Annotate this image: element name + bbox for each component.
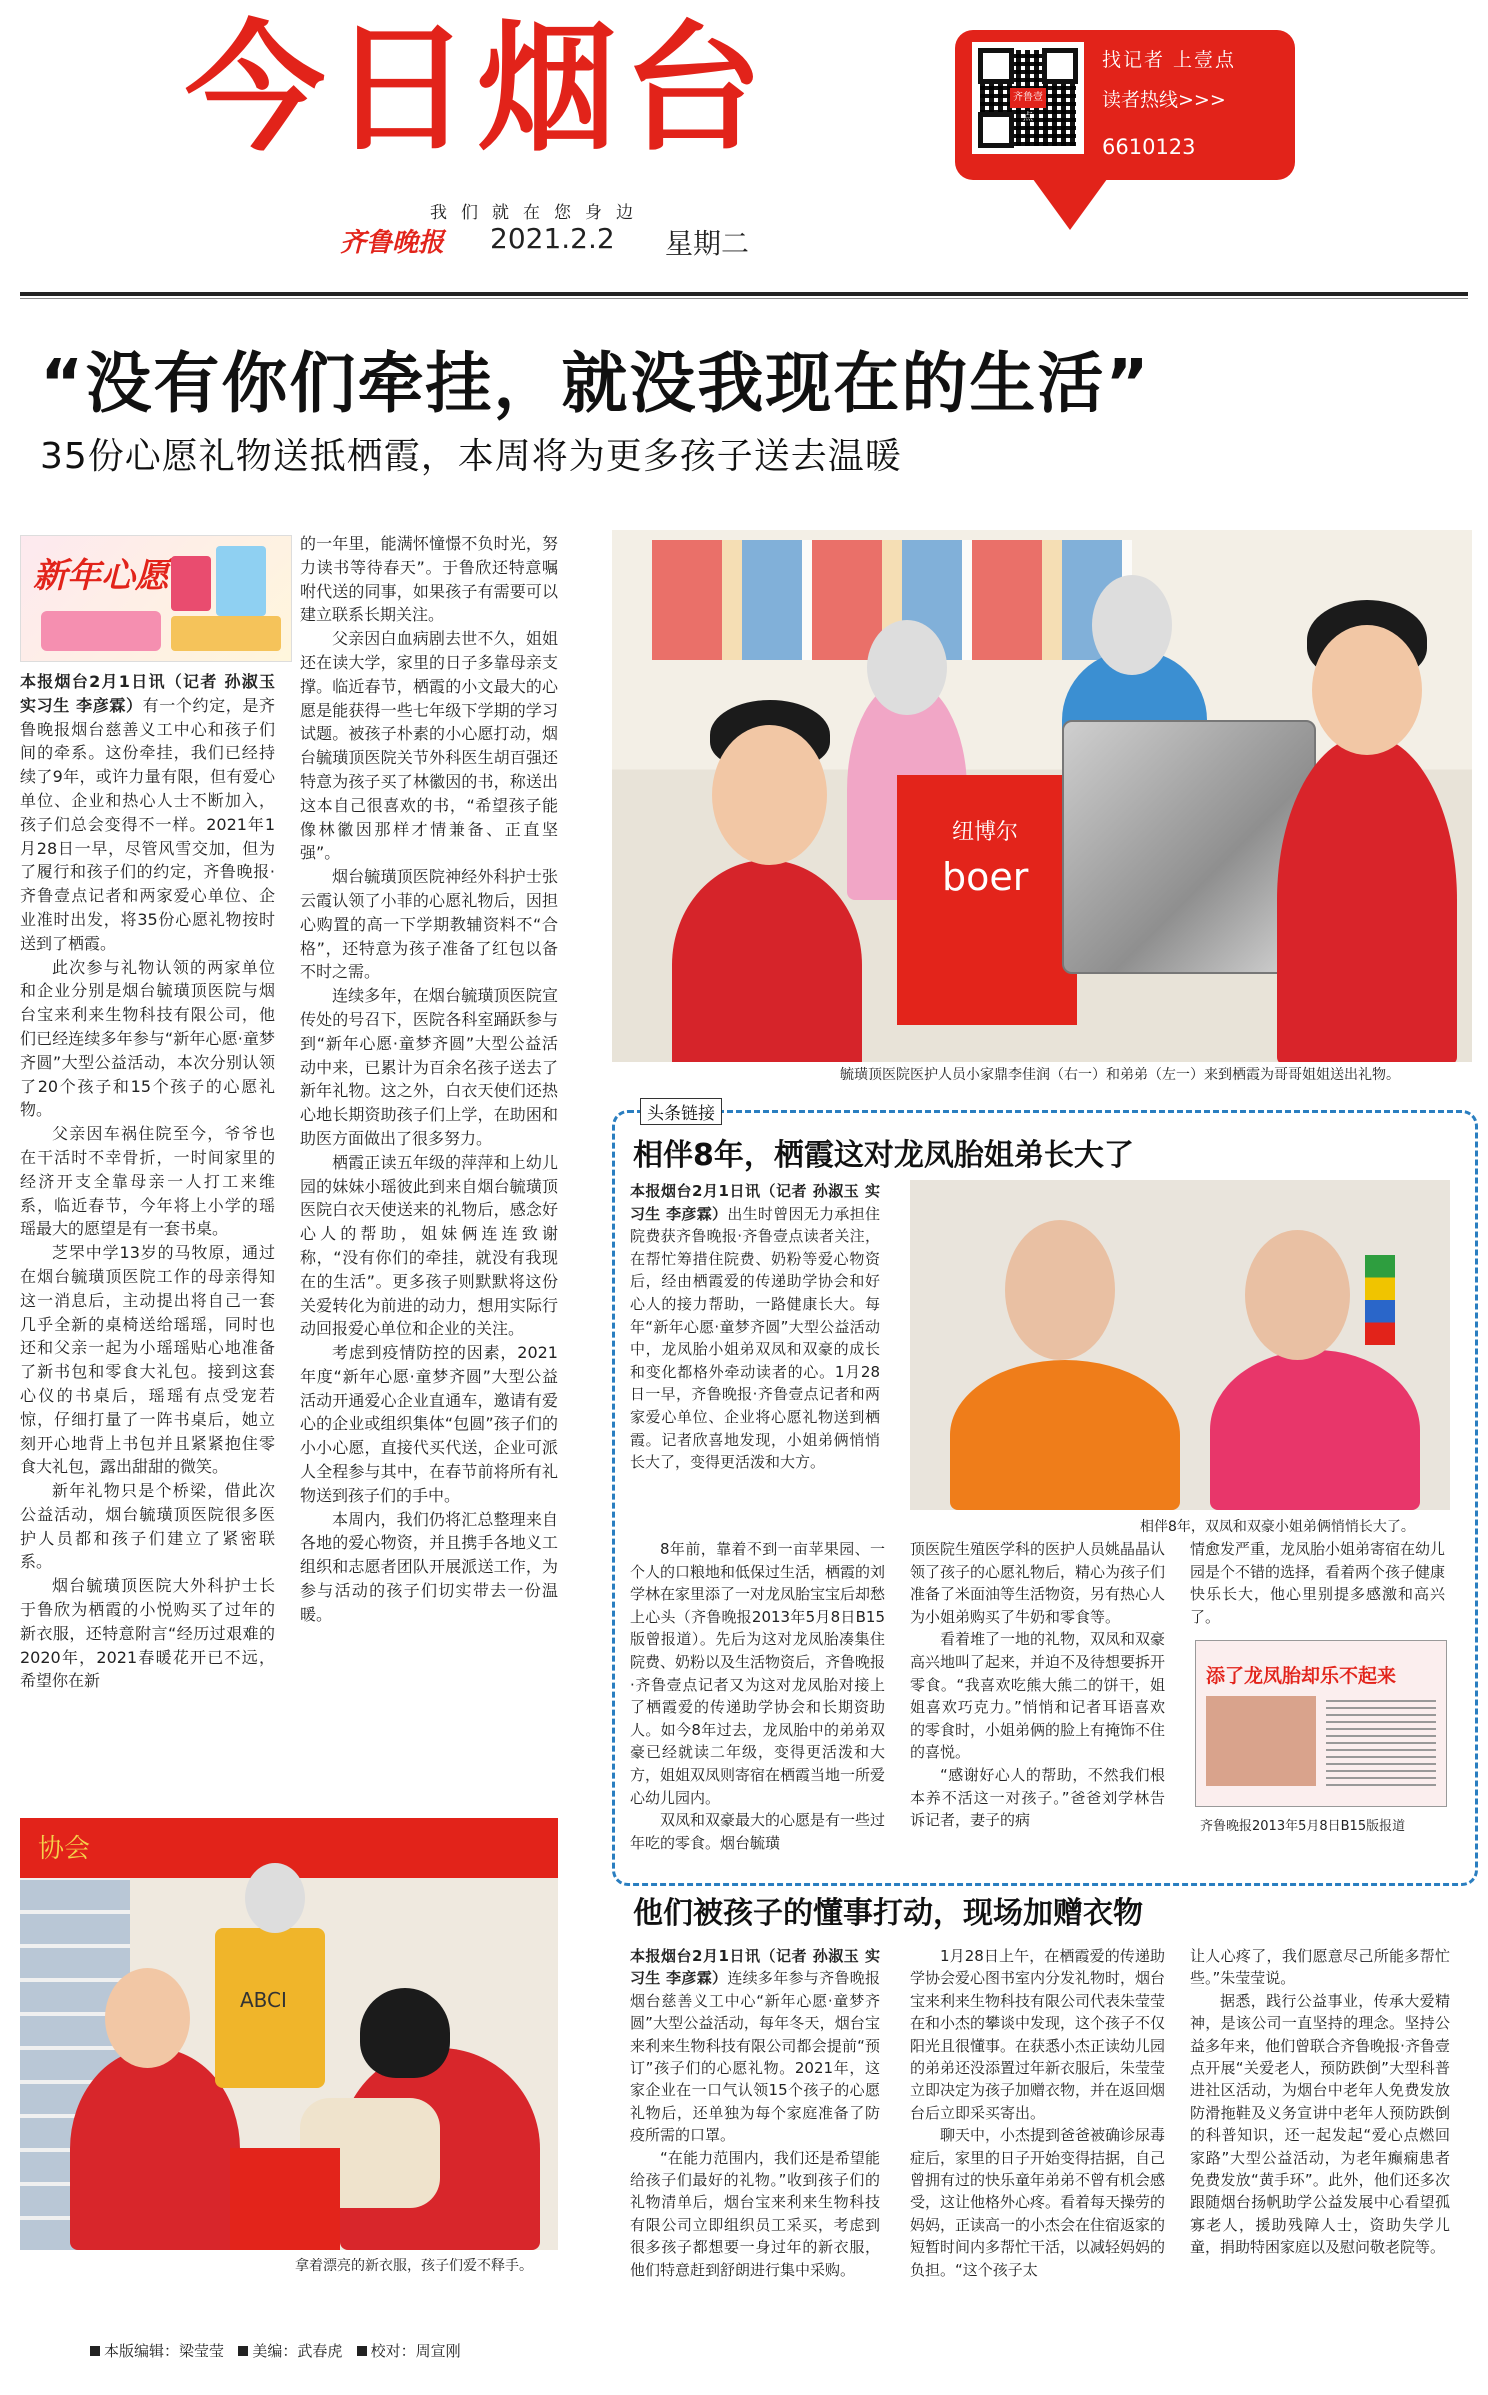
- blurred-face: [245, 1863, 305, 1933]
- sub-headline: 35份心愿礼物送抵栖霞，本周将为更多孩子送去温暖: [40, 436, 902, 477]
- sidebar-col-top: [630, 1180, 880, 1474]
- sweater-text: ABCI: [240, 1988, 287, 2012]
- child-figure: [1210, 1350, 1420, 1510]
- red-gift-bag: [897, 775, 1077, 1025]
- photo-twins: [910, 1180, 1450, 1510]
- paragraph: 有一个约定，是齐鲁晚报烟台慈善义工中心和孩子们间的牵系。这份牵挂，我们已经持续了9年，或许力量有限，但有爱心单位、企业和热心人士不断加入，孩子们总会变得不一样。2021年1月28日一早，尽管风雪交加，但为了履行和孩子们的约定，齐鲁晚报·齐鲁壹点记者和两家爱心单位、企业准时出发，将35份心愿礼物按时送到了栖霞。: [20, 695, 275, 953]
- sidebar-lead: 本报烟台2月1日讯（记者 孙淑玉 实习生 李彦霖）: [630, 1182, 880, 1223]
- clipping-text-lines: [1326, 1696, 1436, 1786]
- photo-children-gifts: [612, 530, 1472, 1062]
- archive-clipping: [1195, 1640, 1447, 1807]
- header-rule-thin: [20, 298, 1468, 299]
- paragraph: 连续多年参与齐鲁晚报烟台慈善义工中心“新年心愿·童梦齐圆”大型公益活动，每年冬天，烟台宝来利来生物科技有限公司都会提前“预订”孩子们的心愿礼物。2021年，这家企业在一口气认领15个孩子的心愿礼物后，还单独为每个家庭准备了防疫所需的口罩。: [630, 1969, 880, 2145]
- qr-code[interactable]: [972, 42, 1084, 154]
- find-reporter-text: 找记者 上壹点: [1102, 49, 1237, 71]
- story3-col-a: [630, 1945, 880, 2281]
- paragraph: 据悉，践行公益事业，传承大爱精神，是该公司一直坚持的理念。坚持公益多年来，他们曾联合齐鲁晚报·齐鲁壹点开展“关爱老人，预防跌倒”大型科普进社区活动，为烟台中老年人免费发放防滑拖鞋及义务宣讲中老年人预防跌倒的科普知识，还一起发起“爱心点燃回家路”大型公益活动，为老年癫痫患者免费发放“黄手环”。此外，他们还多次跟随烟台扬帆助学公益发展中心看望孤寡老人，援助残障人士，资助失学儿童，捐助特困家庭以及慰问敬老院等。: [1190, 1991, 1450, 2257]
- paragraph: “在能力范围内，我们还是希望能给孩子们最好的礼物。”收到孩子们的礼物清单后，烟台宝来利来生物科技有限公司立即组织员工采买，考虑到很多孩子都想要一身过年的新衣服，他们特意赶到舒朗进行集中采购。: [630, 2148, 880, 2279]
- footer-designer: 美编：武春虎: [252, 2342, 343, 2360]
- main-story-col2: [300, 532, 558, 1627]
- paragraph: 双凤和双豪最大的心愿是有一些过年吃的零食。烟台毓璜: [630, 1811, 886, 1852]
- child-figure: [672, 860, 862, 1062]
- gift-icon: [171, 556, 211, 611]
- footer-proofreader: 校对：周宣刚: [370, 2342, 461, 2360]
- bag-brand-text-cn: 纽博尔: [952, 820, 1019, 845]
- paragraph: 烟台毓璜顶医院神经外科护士张云霞认领了小菲的心愿礼物后，因担心购置的高一下学期教辅资料不“合格”，还特意为孩子准备了红包以备不时之需。: [300, 867, 558, 982]
- footer-editor: 本版编辑：梁莹莹: [104, 2342, 225, 2360]
- main-headline: “没有你们牵挂，就没我现在的生活”: [40, 345, 1151, 422]
- paragraph: 连续多年，在烟台毓璜顶医院宣传处的号召下，医院各科室踊跃参与到“新年心愿·童梦齐圆”大型公益活动中来，已累计为百余名孩子送去了新年礼物。这之外，白衣天使们还热心地长期资助孩子们上学，在助困和助医方面做出了很多努力。: [300, 986, 558, 1148]
- blurred-face: [867, 620, 947, 715]
- sidebar-col-b: [910, 1538, 1165, 1832]
- clothes-photo-caption: 拿着漂亮的新衣服，孩子们爱不释手。: [295, 2258, 533, 2274]
- gift-icon: [216, 546, 266, 616]
- blurred-face: [1245, 1230, 1350, 1360]
- paragraph: 顶医院生殖医学科的医护人员姚晶晶认领了孩子的心愿礼物后，精心为孩子们准备了米面油等生活物资，另有热心人为小姐弟购买了牛奶和零食等。: [910, 1540, 1166, 1626]
- paragraph: 看着堆了一地的礼物，双凤和双豪高兴地叫了起来，并迫不及待想要拆开零食。“我喜欢吃熊大熊二的饼干，姐姐喜欢巧克力。”悄悄和记者耳语喜欢的零食时，小姐弟俩的脸上有掩饰不住的喜悦。: [910, 1630, 1166, 1762]
- newspaper-brand: 齐鲁晚报: [340, 228, 445, 258]
- adult-face: [105, 1968, 190, 2068]
- blurred-face: [1005, 1220, 1115, 1360]
- story3-lead: 本报烟台2月1日讯（记者 孙淑玉 实习生 李彦霖）: [630, 1947, 880, 1988]
- red-gift-bag: [230, 2148, 340, 2250]
- paragraph: 栖霞正读五年级的萍萍和上幼儿园的妹妹小瑶彼此到来自烟台毓璜顶医院白衣天使送来的礼物后，感念好心人的帮助，姐妹俩连连致谢称，“没有你们的牵挂，就没有我现在的生活”。更多孩子则默默将这份关爱转化为前进的动力，想用实际行动回报爱心单位和企业的关注。: [300, 1152, 558, 1339]
- paragraph: 8年前，靠着不到一亩苹果园、一个人的口粮地和低保过生活，栖霞的刘学林在家里添了一对龙凤胎宝宝后却愁上心头（齐鲁晚报2013年5月8日B15版曾报道）。先后为这对龙凤胎凑集住院费、奶粉以及生活物资后，齐鲁晚报·齐鲁壹点记者又为这对龙凤胎对接上了栖霞爱的传递助学协会和长期资助人。如今8年过去，龙凤胎中的弟弟双豪已经就读二年级，变得更活泼和大方，姐姐双凤则寄宿在栖霞当地一所爱心幼儿园内。: [630, 1540, 886, 1807]
- child-face: [1312, 625, 1422, 755]
- headline-link-tag: 头条链接: [640, 1098, 722, 1125]
- toy-blocks: [1365, 1255, 1395, 1345]
- hotline-number: 6610123: [1102, 135, 1196, 159]
- clipping-caption: 齐鲁晚报2013年5月8日B15版报道: [1200, 1819, 1406, 1834]
- hotline-label: 读者热线>>>: [1102, 89, 1226, 111]
- paragraph: 父亲因车祸住院至今，爷爷也在干活时不幸骨折，一时间家里的经济开支全靠母亲一人打工来维系，临近春节，今年将上小学的瑶瑶最大的愿望是有一套书桌。: [20, 1124, 275, 1239]
- paragraph: 此次参与礼物认领的两家单位和企业分别是烟台毓璜顶医院与烟台宝来利来生物科技有限公司，他们已经连续多年参与“新年心愿·童梦齐圆”大型公益活动，本次分别认领了20个孩子和15个孩子的心愿礼物。: [20, 957, 275, 1120]
- square-bullet-icon: [357, 2346, 367, 2356]
- logo-text: 新年心愿: [33, 556, 169, 596]
- issue-date: 2021.2.2: [490, 222, 615, 255]
- masthead-slogan: 我们就在您身边: [430, 203, 647, 223]
- square-bullet-icon: [90, 2346, 100, 2356]
- paragraph: “感谢好心人的帮助，不然我们根本养不活这一对孩子。”爸爸刘学林告诉记者，妻子的病: [910, 1765, 1165, 1830]
- main-story-col1: [20, 670, 275, 1693]
- paragraph: 的一年里，能满怀憧憬不负时光，努力读书等待春天”。于鲁欣还特意嘱咐代送的同事，如果孩子有需要可以建立联系长期关注。: [300, 534, 558, 625]
- sidebar-col-a: [630, 1538, 885, 1854]
- header-rule: [20, 292, 1468, 296]
- bag-brand-text: boer: [942, 855, 1029, 899]
- paragraph: 新年礼物只是个桥梁，借此次公益活动，烟台毓璜顶医院很多医护人员都和孩子们建立了紧密联系。: [20, 1481, 275, 1572]
- story-lead: 本报烟台2月1日讯（记者 孙淑玉 实习生 李彦霖）: [20, 672, 275, 715]
- yellow-sweater: [215, 1928, 325, 2088]
- paragraph: 出生时曾因无力承担住院费获齐鲁晚报·齐鲁壹点读者关注，在帮忙筹措住院费、奶粉等爱心物资后，经由栖霞爱的传递助学协会和好心人的接力帮助，一路健康长大。每年“新年心愿·童梦齐圆”大型公益活动中，龙凤胎小姐弟双凤和双豪的成长和变化都格外牵动读者的心。1月28日一早，齐鲁晚报·齐鲁壹点记者和两家爱心单位、企业将心愿礼物送到栖霞。记者欣喜地发现，小姐弟俩悄悄长大了，变得更活泼和大方。: [630, 1204, 880, 1472]
- gift-icon: [171, 616, 281, 651]
- new-year-wish-logo: [20, 535, 292, 662]
- blurred-face: [1092, 575, 1172, 675]
- qr-label: 齐鲁壹点: [1010, 88, 1046, 108]
- child-figure: [950, 1360, 1180, 1510]
- story3-col-b: [910, 1945, 1165, 2281]
- gift-icon: [41, 611, 161, 651]
- paragraph: 考虑到疫情防控的因素，2021年度“新年心愿·童梦齐圆”大型公益活动开通爱心企业直通车，邀请有爱心的企业或组织集体“包圆”孩子们的小小心愿，直接代买代送，企业可派人全程参与其中，在春节前将所有礼物送到孩子们的手中。: [300, 1343, 558, 1505]
- child-face: [712, 725, 827, 865]
- paragraph: 父亲因白血病剧去世不久，姐姐还在读大学，家里的日子多靠母亲支撑。临近春节，栖霞的小文最大的心愿是能获得一些七年级下学期的学习试题。被孩子朴素的小心愿打动，烟台毓璜顶医院关节外科医生胡百强还特意为孩子买了林徽因的书，称送出这本自己很喜欢的书，“希望孩子能像林徽因那样才情兼备、正直坚强”。: [300, 629, 558, 863]
- clipping-title: 添了龙凤胎却乐不起来: [1206, 1665, 1397, 1687]
- paragraph: 聊天中，小杰提到爸爸被确诊尿毒症后，家里的日子开始变得拮据，自己曾拥有过的快乐童年弟弟不曾有机会感受，这让他格外心疼。看着每天操劳的妈妈，正读高一的小杰会在住宿返家的短暂时间内多帮忙干活，以减轻妈妈的负担。“这个孩子太: [910, 2126, 1166, 2279]
- square-bullet-icon: [238, 2346, 248, 2356]
- story3-title: 他们被孩子的懂事打动，现场加赠衣物: [633, 1896, 1143, 1931]
- issue-weekday: 星期二: [665, 227, 750, 260]
- banner-text: 协会: [38, 1834, 91, 1864]
- hair: [360, 1988, 450, 2078]
- clipping-photo: [1206, 1696, 1316, 1786]
- speech-bubble-tail: [1030, 175, 1110, 230]
- paragraph: 烟台毓璜顶医院大外科护士长于鲁欣为栖霞的小悦购买了过年的新衣服，还特意附言“经历过艰难的2020年，2021春暖花开已不远，希望你在新: [20, 1576, 275, 1691]
- sidebar-title: 相伴8年，栖霞这对龙凤胎姐弟长大了: [633, 1138, 1134, 1173]
- footer-credits: [90, 2340, 461, 2361]
- child-figure: [1277, 735, 1457, 1062]
- paragraph: 芝罘中学13岁的马牧原，通过在烟台毓璜顶医院工作的母亲得知这一消息后，主动提出将自己一套几乎全新的桌椅送给瑶瑶，同时也还和父亲一起为小瑶瑶贴心地准备了新书包和零食大礼包。接到这套心仪的书桌后，瑶瑶有点受宠若惊，仔细打量了一阵书桌后，她立刻开心地背上书包并且紧紧抱住零食大礼包，露出甜甜的微笑。: [20, 1243, 275, 1477]
- twins-photo-caption: 相伴8年，双凤和双豪小姐弟俩悄悄长大了。: [1140, 1519, 1415, 1535]
- story3-col-c: [1190, 1945, 1450, 2259]
- paragraph: 让人心疼了，我们愿意尽己所能多帮忙些。”朱莹莹说。: [1190, 1947, 1450, 1988]
- photo1-caption: 毓璜顶医院医护人员小家鼎李佳润（右一）和弟弟（左一）来到栖霞为哥哥姐姐送出礼物。: [840, 1067, 1400, 1083]
- masthead-title: 今日烟台: [185, 8, 770, 171]
- paragraph: 情愈发严重，龙凤胎小姐弟寄宿在幼儿园是个不错的选择，看着两个孩子健康快乐长大，他心里别提多感激和高兴了。: [1190, 1540, 1446, 1626]
- paragraph: 1月28日上午，在栖霞爱的传递助学协会爱心图书室内分发礼物时，烟台宝来利来生物科技有限公司代表朱莹莹在和小杰的攀谈中发现，这个孩子不仅阳光且很懂事。在获悉小杰正读幼儿园的弟弟还没添置过年新衣服后，朱莹莹立即决定为孩子加赠衣物，并在返回烟台后立即采买寄出。: [910, 1947, 1166, 2122]
- paragraph: 本周内，我们仍将汇总整理来自各地的爱心物资，并且携手各地义工组织和志愿者团队开展派送工作，为参与活动的孩子们切实带去一份温暖。: [300, 1509, 558, 1624]
- photo-new-clothes: [20, 1818, 558, 2250]
- sidebar-col-c: [1190, 1538, 1445, 1628]
